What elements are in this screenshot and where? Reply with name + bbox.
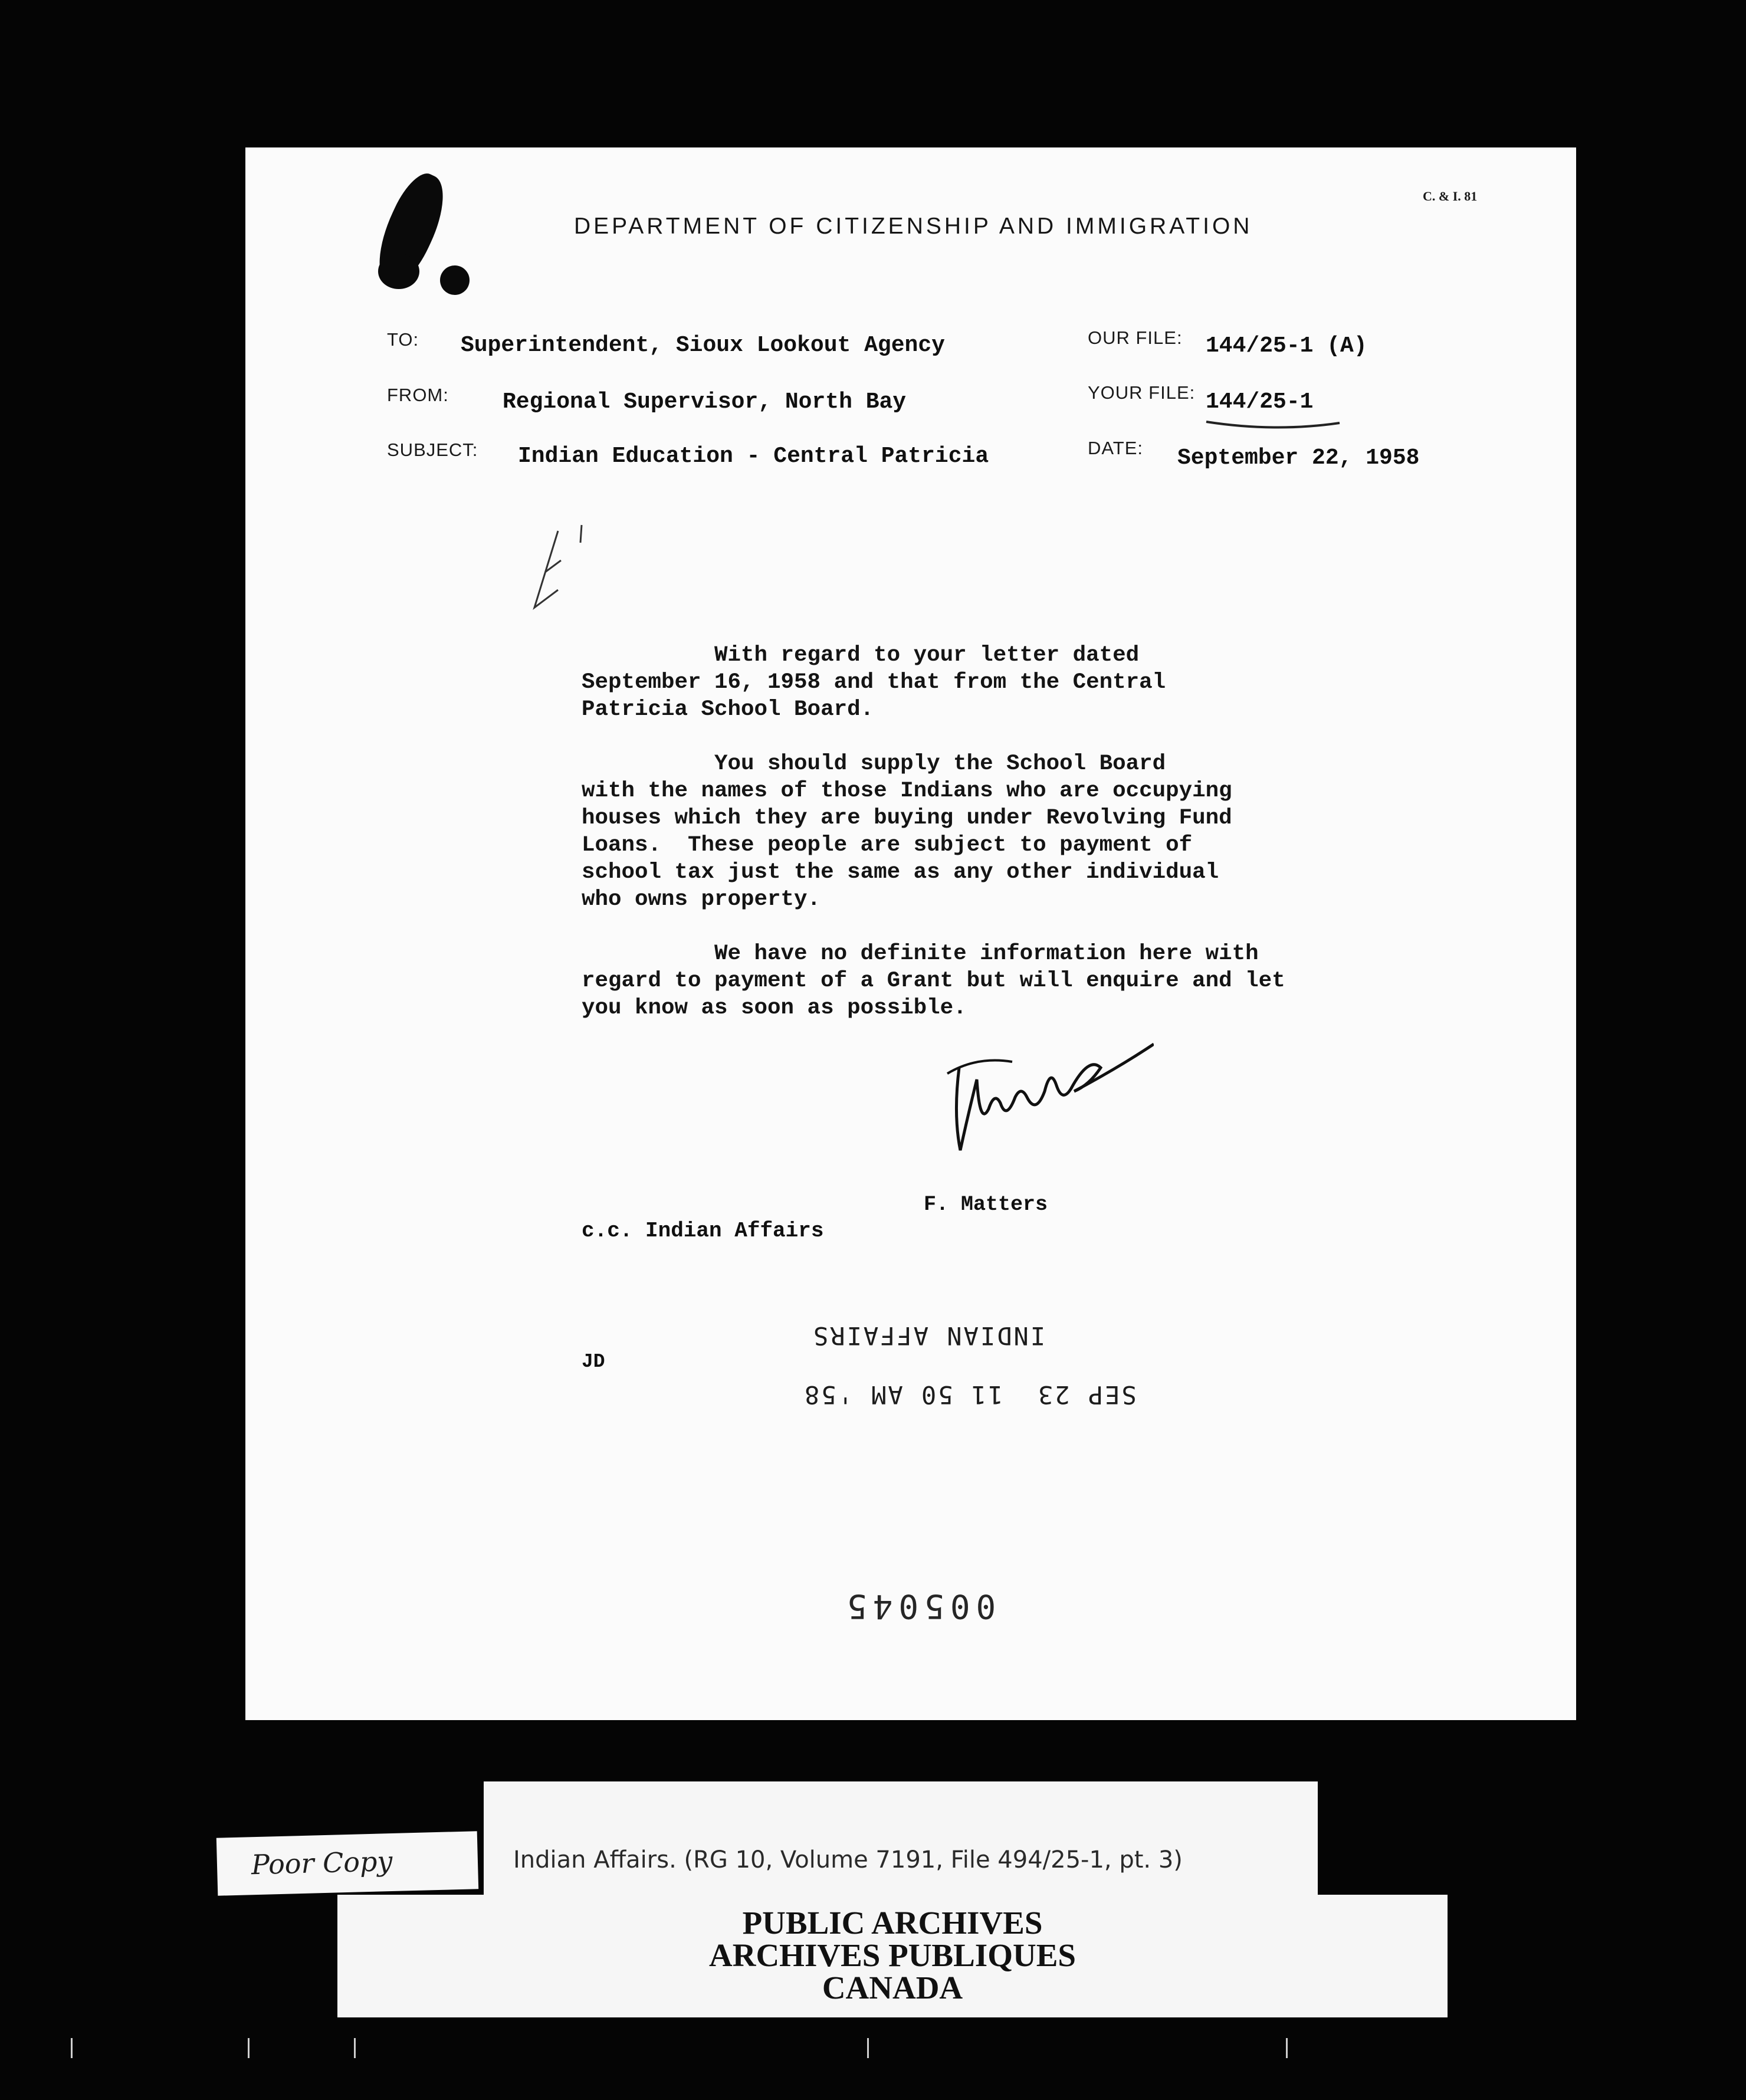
- received-stamp-agency: INDIAN AFFAIRS: [812, 1321, 1046, 1350]
- signature: [941, 1032, 1154, 1162]
- signatory-name: F. Matters: [924, 1193, 1048, 1216]
- our-file-label: OUR FILE:: [1088, 327, 1183, 348]
- film-edge-tick: [354, 2038, 356, 2058]
- poor-copy-label: [216, 1831, 478, 1896]
- ink-blot-dot: [440, 265, 470, 295]
- date-label: DATE:: [1088, 438, 1143, 458]
- film-edge-tick: [1286, 2038, 1288, 2058]
- to-value: Superintendent, Sioux Lookout Agency: [461, 333, 945, 358]
- from-label: FROM:: [387, 385, 449, 405]
- subject-label: SUBJECT:: [387, 439, 478, 460]
- paragraph-3: We have no definite information here with regard to payment of a Grant but will enquire and let you know as soon as possible.: [582, 941, 1285, 1021]
- film-edge-tick: [71, 2038, 73, 2058]
- subject-value: Indian Education - Central Patricia: [518, 444, 989, 469]
- date-value: September 22, 1958: [1177, 445, 1420, 471]
- archives-line-2: ARCHIVES PUBLIQUES: [709, 1937, 1076, 1973]
- form-code: C. & I. 81: [1423, 189, 1478, 204]
- letter-page: [245, 147, 1576, 1720]
- your-file-underline: [1204, 416, 1345, 434]
- to-label: TO:: [387, 329, 419, 350]
- paragraph-1: With regard to your letter dated September 16, 1958 and that from the Central Patricia School Board.: [582, 643, 1166, 722]
- paragraph-2: You should supply the School Board with the names of those Indians who are occupying houses which they are buying under Revolving Fund Loans. These people are subject to payment of school tax just the same as any other individual who owns property.: [582, 752, 1232, 912]
- poor-copy-text: Poor Copy: [251, 1845, 393, 1881]
- ink-blot-drip: [378, 254, 419, 289]
- archives-line-1: PUBLIC ARCHIVES: [742, 1905, 1043, 1941]
- handwritten-mark: [523, 519, 605, 625]
- film-edge-tick: [248, 2038, 250, 2058]
- your-file-value: 144/25-1: [1206, 389, 1314, 415]
- letter-body: [582, 642, 1407, 1049]
- citation-text: Indian Affairs. (RG 10, Volume 7191, File 494/25-1, pt. 3): [513, 1846, 1183, 1873]
- initials: JD: [582, 1351, 605, 1373]
- from-value: Regional Supervisor, North Bay: [503, 389, 907, 415]
- our-file-value: 144/25-1 (A): [1206, 333, 1367, 359]
- archives-line-3: CANADA: [822, 1970, 963, 2006]
- received-stamp-date: SEP 23 11 50 AM '58: [803, 1380, 1137, 1409]
- film-edge-tick: [867, 2038, 869, 2058]
- archives-label: [337, 1895, 1448, 2017]
- serial-number: 005045: [841, 1587, 996, 1625]
- your-file-label: YOUR FILE:: [1088, 382, 1196, 403]
- cc-line: c.c. Indian Affairs: [582, 1219, 824, 1243]
- department-heading: DEPARTMENT OF CITIZENSHIP AND IMMIGRATION: [574, 214, 1253, 239]
